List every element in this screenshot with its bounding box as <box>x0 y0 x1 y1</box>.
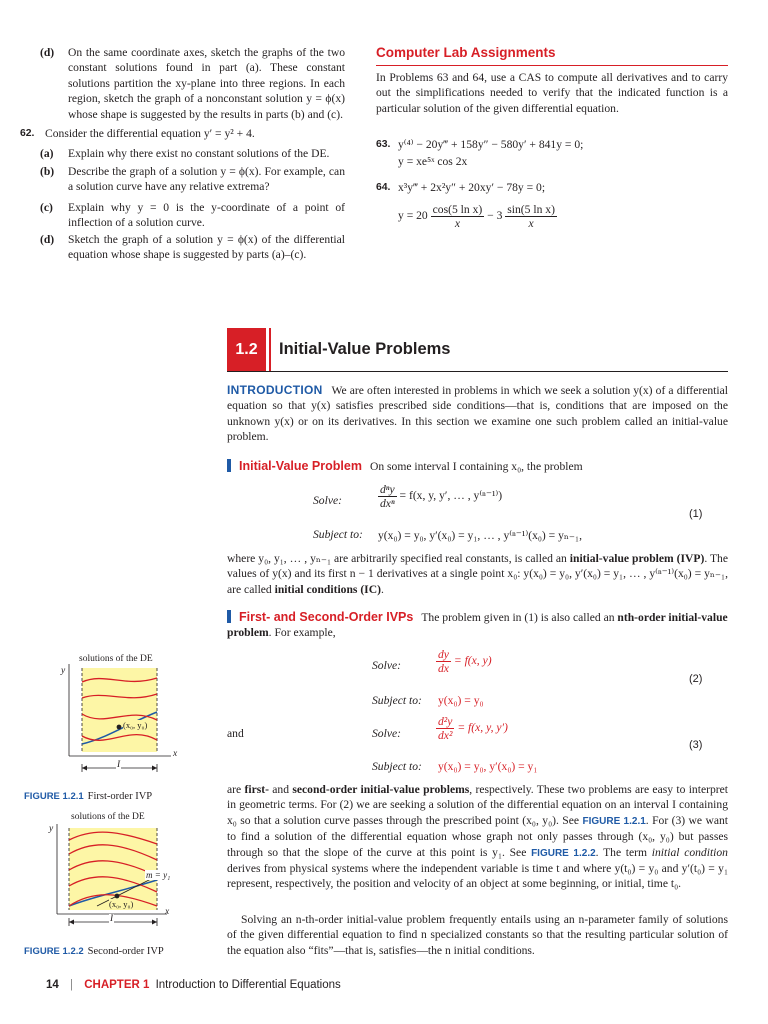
figure-2-title: Second-order IVP <box>87 946 164 957</box>
part-label: (d) <box>40 233 55 246</box>
figure-2-slope-label: m = y₁ <box>146 870 171 880</box>
ivp-heading-line <box>227 459 728 474</box>
computer-lab-title: Computer Lab Assignments <box>376 45 556 60</box>
figure-2-point-label: (x₀, y₀) <box>109 899 134 909</box>
heading-bar <box>227 459 231 472</box>
figure-1-2-2 <box>45 810 205 930</box>
nth-order-term: nth-order initial-value problem <box>227 611 728 640</box>
part-text: Explain why y = 0 is the y-coordinate of a point of inflection of a solution curve. <box>68 201 345 230</box>
figure-1-caption <box>24 786 152 804</box>
figure-2-number: FIGURE 1.2.2 <box>24 946 84 957</box>
fraction-denominator: x <box>505 216 557 230</box>
part-label: (c) <box>40 201 53 214</box>
eq1-fraction <box>378 483 397 510</box>
eq2-condition: y(x₀) = y₀ <box>438 694 484 707</box>
part-label: (a) <box>40 147 54 160</box>
introduction-paragraph <box>227 383 728 445</box>
figure-1-2-1 <box>55 654 195 776</box>
part-text: Describe the graph of a solution y = ϕ(x). For example, can a solution curve have any relative extrema? <box>68 165 345 194</box>
exercise-62c <box>40 200 345 231</box>
figure-2-reference[interactable]: FIGURE 1.2.2 <box>531 847 596 859</box>
first-second-lead: The problem given in (1) is also called an <box>421 611 615 624</box>
fraction-numerator: dⁿy <box>380 483 395 496</box>
ivp-lead: On some interval I containing x₀, the problem <box>369 460 583 473</box>
body-paragraph-1 <box>227 782 728 892</box>
definition-text: . The values of y(x) and its first n − 1 derivatives at a single point x₀: y(x₀) = y₀, y′(x₀) = y₁, … , y⁽ⁿ⁻¹⁾(x₀) = yₙ₋₁, are called <box>227 552 728 596</box>
exercise-62d <box>40 232 345 263</box>
section-title: Initial-Value Problems <box>279 340 451 358</box>
figure-1-number: FIGURE 1.2.1 <box>24 791 84 802</box>
eq3-solve-label: Solve: <box>372 727 401 740</box>
problem-solution: y = xe⁵ˣ cos 2x <box>398 155 468 169</box>
heading-bar <box>227 610 231 623</box>
body-text: and <box>272 783 290 796</box>
definition-text: where y₀, y₁, … , yₙ₋₁ are arbitrarily specified real constants, is called an <box>227 552 567 565</box>
section-rule <box>227 371 728 372</box>
figure-2-label-top: solutions of the DE <box>71 812 145 822</box>
body-text: . For (3) we want to find a solution of the differential equation whose graph not only passes through (x₀, y₀) but passes through so that the slope of the curve at this point is y₁. See <box>227 813 729 859</box>
first-order-term: first- <box>244 783 269 796</box>
problem-number: 64. <box>376 182 391 193</box>
eq1-expression <box>378 483 502 510</box>
body-text: , respectively. These two problems are easy to interpret in geometric terms. For (2) we are seeking a solution of the differential equation on an interval I containing x₀ so that a solution curve passes through the prescribed point (x₀, y₀). See <box>227 783 728 827</box>
fraction-denominator: dx² <box>438 729 453 742</box>
page-number: 14 <box>46 979 59 991</box>
eq1-conditions: y(x₀) = y₀, y′(x₀) = y₁, … , y⁽ⁿ⁻¹⁾(x₀) = yₙ₋₁, <box>378 529 582 542</box>
fraction-denominator: x <box>431 216 485 230</box>
body-text: . The term <box>595 845 648 859</box>
figure-2-caption <box>24 941 164 959</box>
figure-1-axis-x: x <box>173 749 178 759</box>
eq2-number: (2) <box>689 673 703 685</box>
ic-term: initial conditions (IC) <box>274 582 381 596</box>
ivp-definition <box>227 551 728 597</box>
first-second-lead-end: . For example, <box>268 626 336 640</box>
introduction-text: We are often interested in problems in which we seek a solution y(x) of a differential equation so that y(x) satisfies prescribed side conditions—that is, conditions that are imposed on the unknown y(x) or on its derivatives. In this section we examine one such problem called an initial-value problem. <box>227 384 728 444</box>
body-paragraph-2: Solving an n-th-order initial-value problem frequently entails using an n-parameter family of solutions of the given differential equation to find n specialized constants so that the resulting particular solution of the equation also “fits”—that is, satisfies—the n initial conditions. <box>227 913 728 957</box>
exercise-62 <box>20 126 345 141</box>
ivp-term: initial-value problem (IVP) <box>569 552 705 565</box>
part-label: (d) <box>40 46 55 59</box>
figure-1-interval-label: I <box>117 760 121 770</box>
eq1-solve-label: Solve: <box>313 494 342 507</box>
initial-condition-term: initial condition <box>651 845 728 859</box>
problem-equation: y⁽⁴⁾ − 20y‴ + 158y″ − 580y′ + 841y = 0; <box>398 138 584 151</box>
section-rule <box>376 65 728 66</box>
eq1-subject-label: Subject to: <box>313 528 363 541</box>
eq2-subject-label: Subject to: <box>372 694 422 707</box>
eq3-rhs: = f(x, y, y′) <box>457 721 508 735</box>
chapter-label: CHAPTER 1 <box>84 979 150 991</box>
page-footer <box>46 979 341 991</box>
figure-1-axis-y: y <box>61 666 66 676</box>
introduction-label: INTRODUCTION <box>227 383 323 397</box>
figure-2-interval-label: I <box>110 914 114 924</box>
problem-64-solution <box>398 203 557 230</box>
first-second-heading-line <box>227 610 728 641</box>
eq3-subject-label: Subject to: <box>372 760 422 773</box>
figure-2-axis-y: y <box>49 824 54 834</box>
eq3-and: and <box>227 727 244 740</box>
body-text: derives from physical systems where the independent variable is time t and where y(t₀) = y₀ and y′(t₀) = y₁ represent, respectively, the position and velocity of an object at some beginning, or initial, time t₀. <box>227 862 728 891</box>
eq2-solve-label: Solve: <box>372 659 401 672</box>
eq2-fraction <box>436 648 451 675</box>
computer-lab-intro: In Problems 63 and 64, use a CAS to compute all derivatives and to carry out the simplifications needed to verify that the indicated function is a particular solution of the given differential equation. <box>376 71 728 115</box>
exercise-number: 62. <box>20 128 35 139</box>
figure-2-graph <box>45 810 205 930</box>
eq1-number: (1) <box>689 508 703 520</box>
figure-1-point-label: (x₀, y₀) <box>123 720 148 730</box>
section-number: 1.2 <box>227 328 266 371</box>
eq3-number: (3) <box>689 739 703 751</box>
fraction-numerator: cos(5 ln x) <box>432 203 483 216</box>
eq3-expression <box>436 715 508 742</box>
chapter-title: Introduction to Differential Equations <box>155 979 341 991</box>
eq2-expression <box>436 648 492 675</box>
solution-minus: − 3 <box>487 209 503 223</box>
definition-text: . <box>380 582 384 596</box>
figure-1-label-top: solutions of the DE <box>79 654 153 664</box>
exercise-62b <box>40 164 345 195</box>
part-text: On the same coordinate axes, sketch the graphs of the two constant solutions found in part (a). These constant solutions partition the xy-plane into three regions. In each region, sketch the graph of a nonconstant solution y = ϕ(x) whose shape is suggested by the results in parts (b) and (c). <box>68 46 345 121</box>
eq3-condition: y(x₀) = y₀, y′(x₀) = y₁ <box>438 760 538 773</box>
problem-equation: x³y‴ + 2x²y″ + 20xy′ − 78y = 0; <box>398 181 546 194</box>
fraction-denominator: dx <box>438 662 449 675</box>
problem-number: 63. <box>376 139 391 150</box>
fraction-numerator: dy <box>438 648 449 661</box>
figure-2-axis-x: x <box>165 907 170 917</box>
part-text: Sketch the graph of a solution y = ϕ(x) of the differential equation whose shape is suggested by parts (a)–(c). <box>68 233 345 262</box>
figure-1-reference[interactable]: FIGURE 1.2.1 <box>582 815 646 827</box>
second-order-term: second-order initial-value problems <box>292 783 470 796</box>
fraction-denominator: dxⁿ <box>380 497 395 510</box>
exercise-61d <box>40 45 345 122</box>
ivp-heading: Initial-Value Problem <box>239 459 362 473</box>
first-second-heading: First- and Second-Order IVPs <box>239 610 414 624</box>
solution-lhs: y = 20 <box>398 209 428 223</box>
figure-1-title: First-order IVP <box>87 791 153 802</box>
section-divider-red <box>269 328 271 371</box>
fraction-numerator: d²y <box>438 715 453 728</box>
problem-63 <box>376 137 728 170</box>
part-text: Explain why there exist no constant solutions of the DE. <box>68 147 330 160</box>
eq2-rhs: = f(x, y) <box>453 654 492 668</box>
eq1-rhs: = f(x, y, y′, … , y⁽ⁿ⁻¹⁾) <box>399 489 503 503</box>
fraction-sin <box>505 203 557 230</box>
section-header <box>227 328 728 371</box>
exercise-text: Consider the differential equation y′ = y² + 4. <box>45 127 255 140</box>
part-label: (b) <box>40 165 55 178</box>
exercise-62a <box>40 146 345 161</box>
footer-separator: | <box>70 979 73 991</box>
fraction-numerator: sin(5 ln x) <box>507 203 555 216</box>
eq3-fraction <box>436 715 454 742</box>
body-text: are <box>227 783 242 796</box>
problem-64 <box>376 180 728 195</box>
fraction-cos <box>431 203 485 230</box>
